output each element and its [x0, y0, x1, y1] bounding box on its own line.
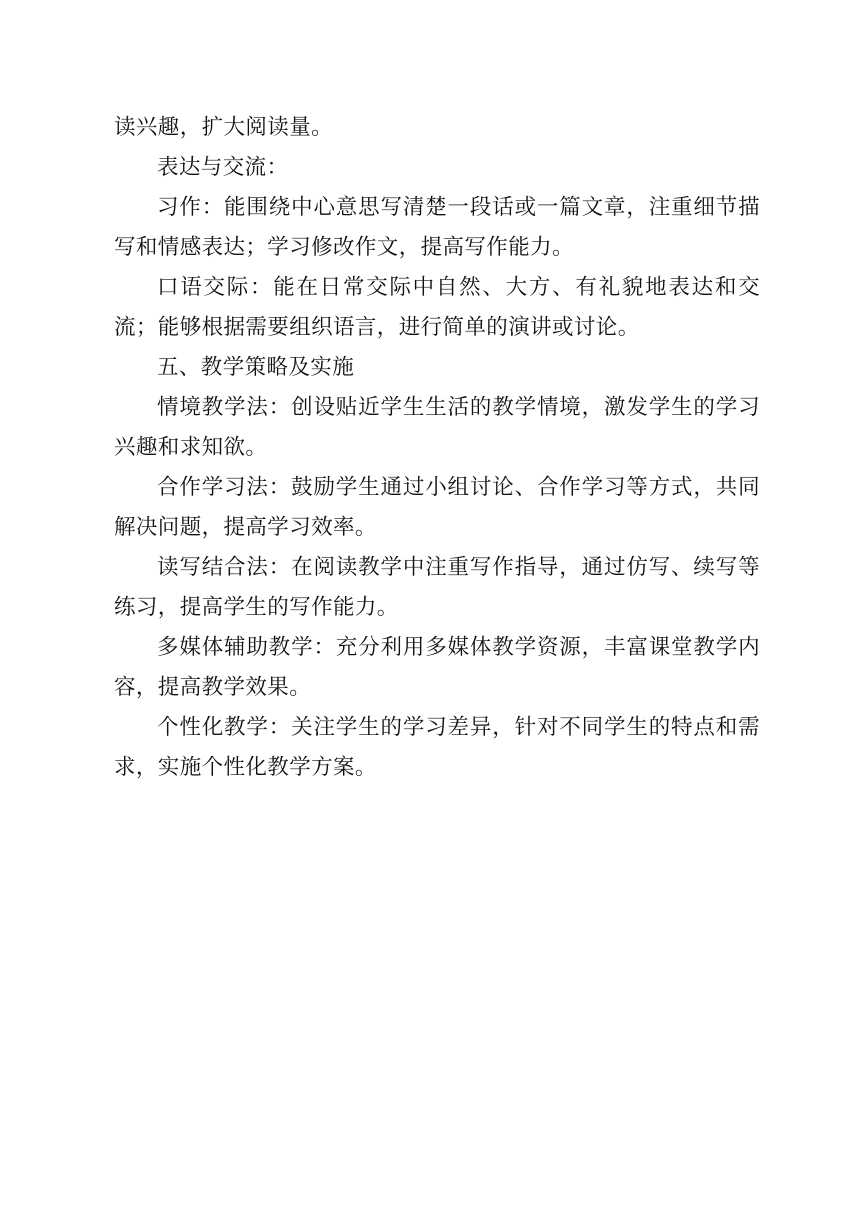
- paragraph-multimedia: 多媒体辅助教学：充分利用多媒体教学资源，丰富课堂教学内容，提高教学效果。: [114, 635, 760, 700]
- paragraph-writing: 习作：能围绕中心意思写清楚一段话或一篇文章，注重细节描写和情感表达；学习修改作文，提高写作能力。: [114, 195, 760, 260]
- paragraph-continuation: 读兴趣，扩大阅读量。: [114, 115, 334, 140]
- paragraph-heading-expression: 表达与交流：: [157, 155, 289, 180]
- section-heading-strategies: 五、教学策略及实施: [157, 355, 355, 380]
- document-body: [114, 108, 760, 788]
- paragraph-reading-writing: 读写结合法：在阅读教学中注重写作指导，通过仿写、续写等练习，提高学生的写作能力。: [114, 555, 760, 620]
- paragraph-cooperative-learning: 合作学习法：鼓励学生通过小组讨论、合作学习等方式，共同解决问题，提高学习效率。: [114, 475, 760, 540]
- paragraph-oral-communication: 口语交际：能在日常交际中自然、大方、有礼貌地表达和交流；能够根据需要组织语言，进行简单的演讲或讨论。: [114, 275, 760, 340]
- paragraph-personalized: 个性化教学：关注学生的学习差异，针对不同学生的特点和需求，实施个性化教学方案。: [114, 715, 760, 780]
- paragraph-situational-teaching: 情境教学法：创设贴近学生生活的教学情境，激发学生的学习兴趣和求知欲。: [114, 395, 760, 460]
